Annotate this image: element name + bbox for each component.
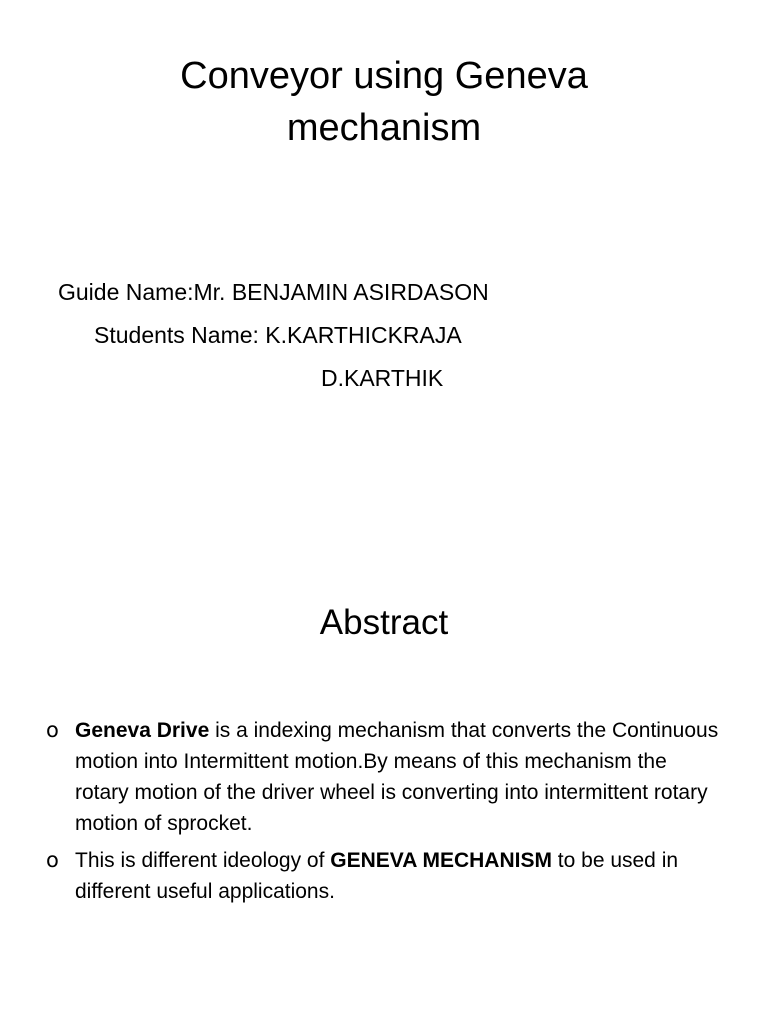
bullet-item-1: [46, 715, 726, 839]
bullet-item-2: [46, 845, 726, 907]
bullet-1-bold: Geneva Drive: [75, 719, 210, 742]
abstract-heading: Abstract: [319, 603, 449, 642]
bullet-2-pre: This is different ideology of: [75, 849, 331, 872]
students-name: Students Name: K.KARTHICKRAJA: [94, 322, 462, 348]
title-line-2: mechanism: [286, 107, 482, 149]
bullet-2-bold: GENEVA MECHANISM: [330, 849, 552, 872]
title-line-1: Conveyor using Geneva: [180, 55, 588, 97]
guide-name: Guide Name:Mr. BENJAMIN ASIRDASON: [58, 279, 489, 305]
bullet-1-text: is a indexing mechanism that converts the Continuous motion into Intermittent motion.By means of this mechanism the rotary motion of the driver wheel is converting into intermittent rotary motion of sprocket.: [75, 719, 719, 835]
page-title: [0, 50, 768, 154]
abstract-bullet-list: [46, 715, 726, 913]
student-name-2: D.KARTHIK: [321, 365, 444, 391]
bullet-marker-icon: o: [46, 848, 59, 872]
bullet-marker-icon: o: [46, 718, 59, 742]
bullet-2-post: to be used in different useful applications.: [75, 849, 679, 903]
